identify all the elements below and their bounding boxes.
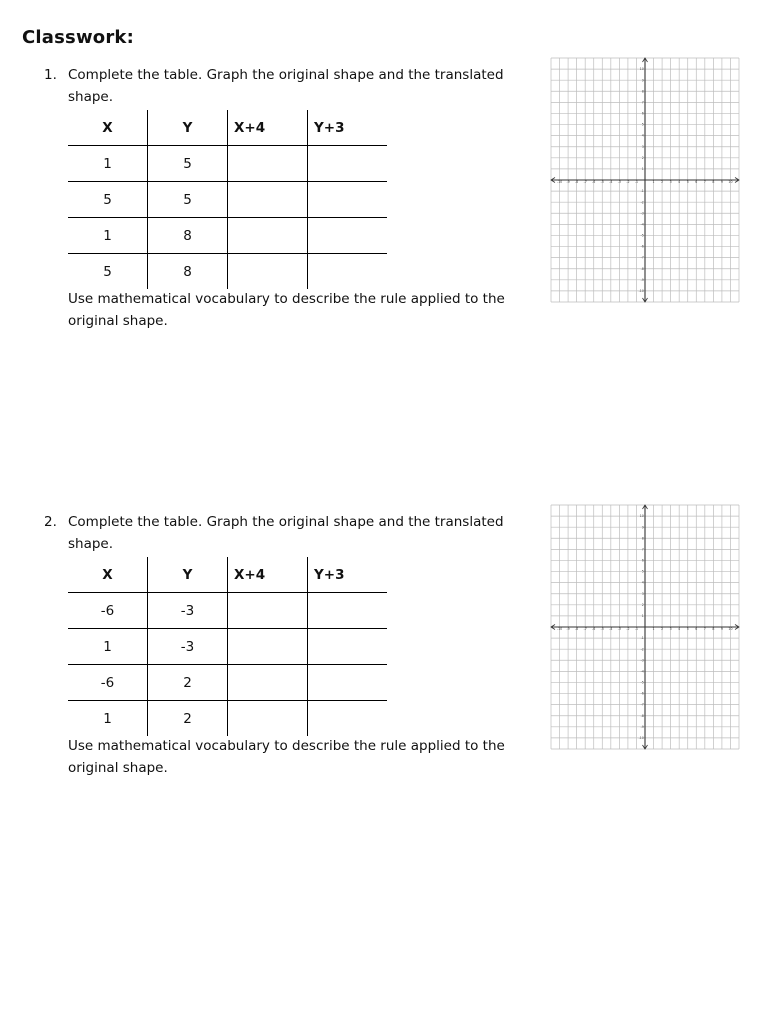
x-tick-label: 5: [686, 179, 689, 184]
x-tick-label: -2: [626, 179, 630, 184]
x-tick-label: 2: [661, 179, 664, 184]
x-tick-label: 2: [661, 626, 664, 631]
cell-x-plus-4-blank[interactable]: [228, 182, 308, 218]
y-tick-label: -9: [640, 724, 644, 729]
table-row: [68, 629, 387, 665]
cell-y: 5: [148, 182, 228, 218]
x-tick-label: -4: [609, 179, 613, 184]
cell-x: 1: [68, 146, 148, 182]
table-row: [68, 182, 387, 218]
table-row: [68, 665, 387, 701]
y-tick-label: 1: [641, 614, 644, 619]
cell-y-plus-3-blank[interactable]: [308, 254, 388, 290]
y-tick-label: -5: [640, 680, 644, 685]
cell-x-plus-4-blank[interactable]: [228, 701, 308, 737]
y-tick-label: -4: [640, 222, 644, 227]
x-tick-label: 3: [669, 626, 672, 631]
page-title: Classwork:: [22, 27, 134, 48]
y-tick-label: -7: [640, 702, 644, 707]
y-tick-label: 2: [641, 155, 644, 160]
cell-x: 1: [68, 629, 148, 665]
y-tick-label: 10: [639, 514, 644, 519]
cell-y-plus-3-blank[interactable]: [308, 182, 388, 218]
problem-2: [0, 511, 768, 991]
x-tick-label: 5: [686, 626, 689, 631]
y-tick-label: 10: [639, 67, 644, 72]
y-tick-label: -3: [640, 658, 644, 663]
cell-x: 5: [68, 254, 148, 290]
y-tick-label: -6: [640, 691, 644, 696]
x-tick-label: 10: [728, 626, 733, 631]
x-tick-label: 4: [678, 626, 681, 631]
x-tick-label: 3: [669, 179, 672, 184]
cell-x-plus-4-blank[interactable]: [228, 146, 308, 182]
y-tick-label: 4: [641, 580, 644, 585]
header-y-plus-3: Y+3: [308, 557, 388, 593]
cell-x: 5: [68, 182, 148, 218]
problem-2-prompt: Complete the table. Graph the original shape and the translated shape.: [68, 514, 504, 552]
x-tick-label: -5: [600, 626, 604, 631]
y-tick-label: 8: [641, 536, 644, 541]
cell-y: -3: [148, 629, 228, 665]
header-y-plus-3: Y+3: [308, 110, 388, 146]
cell-y-plus-3-blank[interactable]: [308, 593, 388, 629]
x-tick-label: 8: [712, 626, 715, 631]
x-tick-label: -7: [583, 179, 587, 184]
x-tick-label: -3: [617, 179, 621, 184]
header-x: X: [68, 110, 148, 146]
problem-2-table: [68, 557, 387, 736]
cell-x-plus-4-blank[interactable]: [228, 254, 308, 290]
cell-y: 8: [148, 218, 228, 254]
x-tick-label: 7: [703, 179, 706, 184]
cell-y-plus-3-blank[interactable]: [308, 218, 388, 254]
problem-1-coordinate-grid[interactable]: [550, 56, 740, 304]
x-tick-label: 9: [720, 626, 723, 631]
y-tick-label: 6: [641, 558, 644, 563]
cell-x: -6: [68, 593, 148, 629]
y-tick-label: -5: [640, 233, 644, 238]
problem-1: [0, 64, 768, 544]
problem-1-vocab-prompt: Use mathematical vocabulary to describe the rule applied to the original shape.: [68, 291, 505, 329]
header-y: Y: [148, 110, 228, 146]
x-tick-label: -5: [600, 179, 604, 184]
cell-y-plus-3-blank[interactable]: [308, 146, 388, 182]
y-tick-label: 8: [641, 89, 644, 94]
cell-y: -3: [148, 593, 228, 629]
y-tick-label: -8: [640, 713, 644, 718]
cell-x-plus-4-blank[interactable]: [228, 218, 308, 254]
y-tick-label: -10: [638, 289, 644, 294]
cell-y: 2: [148, 665, 228, 701]
x-tick-label: -7: [583, 626, 587, 631]
x-tick-label: -4: [609, 626, 613, 631]
cell-y: 2: [148, 701, 228, 737]
y-tick-label: -8: [640, 266, 644, 271]
table-row: [68, 254, 387, 290]
x-tick-label: -3: [617, 626, 621, 631]
problem-1-prompt: Complete the table. Graph the original shape and the translated shape.: [68, 67, 504, 105]
cell-y-plus-3-blank[interactable]: [308, 701, 388, 737]
x-tick-label: -10: [556, 626, 563, 631]
x-tick-label: -8: [575, 179, 579, 184]
x-tick-label: -6: [592, 179, 596, 184]
header-x-plus-4: X+4: [228, 557, 308, 593]
problem-2-vocab-prompt: Use mathematical vocabulary to describe the rule applied to the original shape.: [68, 738, 505, 776]
y-tick-label: -4: [640, 669, 644, 674]
cell-x-plus-4-blank[interactable]: [228, 665, 308, 701]
y-tick-label: -10: [638, 736, 644, 741]
x-tick-label: -6: [592, 626, 596, 631]
x-tick-label: 1: [652, 179, 655, 184]
y-tick-label: -7: [640, 255, 644, 260]
x-tick-label: 6: [695, 179, 698, 184]
cell-x: 1: [68, 218, 148, 254]
y-tick-label: -3: [640, 211, 644, 216]
y-tick-label: 5: [641, 569, 644, 574]
y-tick-label: 7: [641, 547, 644, 552]
x-tick-label: 1: [652, 626, 655, 631]
x-tick-label: 7: [703, 626, 706, 631]
cell-y-plus-3-blank[interactable]: [308, 665, 388, 701]
x-tick-label: -2: [626, 626, 630, 631]
cell-y: 5: [148, 146, 228, 182]
x-tick-label: 9: [720, 179, 723, 184]
header-x: X: [68, 557, 148, 593]
cell-x-plus-4-blank[interactable]: [228, 629, 308, 665]
y-tick-label: -2: [640, 647, 644, 652]
x-tick-label: -1: [634, 179, 639, 184]
cell-y: 8: [148, 254, 228, 290]
x-tick-label: 10: [728, 179, 733, 184]
table-row: [68, 146, 387, 182]
problem-2-number: 2.: [44, 514, 57, 530]
y-tick-label: 3: [641, 591, 644, 596]
y-tick-label: 5: [641, 122, 644, 127]
y-tick-label: 2: [641, 602, 644, 607]
y-tick-label: -1: [640, 189, 644, 194]
x-tick-label: -9: [566, 179, 570, 184]
x-tick-label: 8: [712, 179, 715, 184]
x-tick-label: 6: [695, 626, 698, 631]
x-tick-label: -10: [556, 179, 563, 184]
table-row: [68, 701, 387, 737]
x-tick-label: -1: [634, 626, 639, 631]
y-tick-label: 9: [641, 78, 644, 83]
y-tick-label: -6: [640, 244, 644, 249]
problem-2-coordinate-grid[interactable]: [550, 503, 740, 751]
y-tick-label: 6: [641, 111, 644, 116]
cell-x-plus-4-blank[interactable]: [228, 593, 308, 629]
x-tick-label: 4: [678, 179, 681, 184]
header-x-plus-4: X+4: [228, 110, 308, 146]
y-tick-label: 3: [641, 144, 644, 149]
y-tick-label: 1: [641, 167, 644, 172]
y-tick-label: -9: [640, 277, 644, 282]
x-tick-label: -8: [575, 626, 579, 631]
cell-y-plus-3-blank[interactable]: [308, 629, 388, 665]
y-tick-label: -2: [640, 200, 644, 205]
problem-1-number: 1.: [44, 67, 57, 83]
problem-1-table: [68, 110, 387, 289]
y-tick-label: 7: [641, 100, 644, 105]
cell-x: 1: [68, 701, 148, 737]
y-tick-label: -1: [640, 636, 644, 641]
y-tick-label: 4: [641, 133, 644, 138]
y-tick-label: 9: [641, 525, 644, 530]
x-tick-label: -9: [566, 626, 570, 631]
table-row: [68, 593, 387, 629]
table-row: [68, 218, 387, 254]
header-y: Y: [148, 557, 228, 593]
cell-x: -6: [68, 665, 148, 701]
